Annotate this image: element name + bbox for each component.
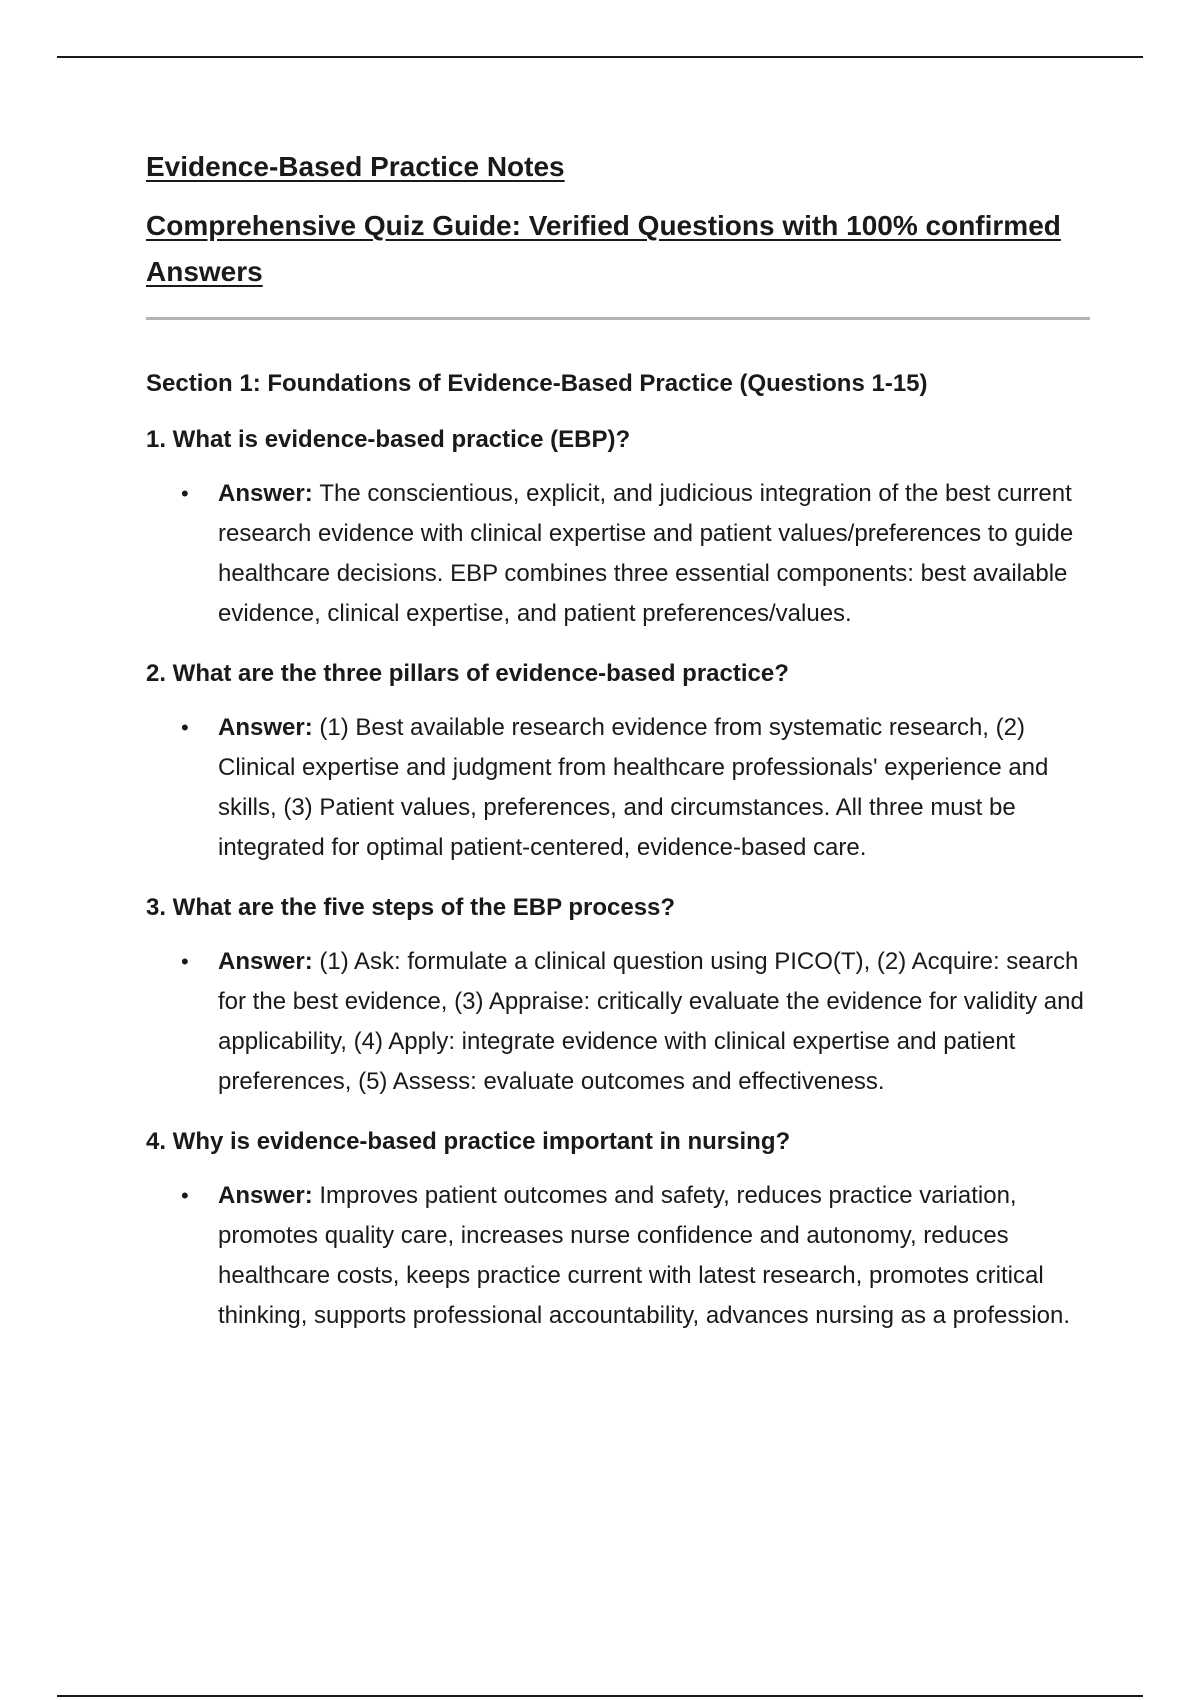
bullet-icon: • — [181, 949, 189, 974]
answer-label: Answer: — [218, 480, 320, 507]
question-1: 1. What is evidence-based practice (EBP)? — [146, 426, 631, 453]
page-bottom-rule — [57, 1695, 1143, 1697]
answer-list-4 — [146, 1176, 1090, 1336]
answer-label: Answer: — [218, 714, 320, 741]
answer-list-2 — [146, 708, 1090, 868]
answer-text-3: (1) Ask: formulate a clinical question using PICO(T), (2) Acquire: search for the best evidence, (3) Appraise: critically evaluate the evidence for validity and applicability, (4) Apply: integrate evidence with clinical expertise and patient preferences, (5) Assess: evaluate outcomes and effectiveness. — [218, 948, 1084, 1095]
answer-label: Answer: — [218, 948, 320, 975]
answer-text-1: The conscientious, explicit, and judicious integration of the best current research evidence with clinical expertise and patient values/preferences to guide healthcare decisions. EBP combines three essential components: best available evidence, clinical expertise, and patient preferences/values. — [218, 480, 1074, 627]
document-body — [146, 145, 1090, 1336]
question-2: 2. What are the three pillars of evidence-based practice? — [146, 660, 789, 687]
answer-item-3 — [146, 942, 1090, 1102]
question-4: 4. Why is evidence-based practice important in nursing? — [146, 1128, 791, 1155]
answer-list-3 — [146, 942, 1090, 1102]
bullet-icon: • — [181, 1183, 189, 1208]
answer-item-1 — [146, 474, 1090, 634]
question-3: 3. What are the five steps of the EBP process? — [146, 894, 676, 921]
section-heading: Section 1: Foundations of Evidence-Based Practice (Questions 1-15) — [146, 370, 928, 397]
answer-item-4 — [146, 1176, 1090, 1336]
answer-label: Answer: — [218, 1182, 320, 1209]
answer-item-2 — [146, 708, 1090, 868]
answer-text-2: (1) Best available research evidence from systematic research, (2) Clinical expertise and judgment from healthcare professionals' experience and skills, (3) Patient values, preferences, and circumstances. All three must be integrated for optimal patient-centered, evidence-based care. — [218, 714, 1049, 861]
document-subtitle: Comprehensive Quiz Guide: Verified Questions with 100% confirmed Answers — [146, 210, 1061, 287]
bullet-icon: • — [181, 715, 189, 740]
answer-text-4: Improves patient outcomes and safety, reduces practice variation, promotes quality care, increases nurse confidence and autonomy, reduces healthcare costs, keeps practice current with latest research, promotes critical thinking, supports professional accountability, advances nursing as a profession. — [218, 1182, 1071, 1329]
answer-list-1 — [146, 474, 1090, 634]
horizontal-divider — [146, 317, 1090, 320]
bullet-icon: • — [181, 481, 189, 506]
page-top-rule — [57, 56, 1143, 58]
document-title: Evidence-Based Practice Notes — [146, 151, 565, 182]
